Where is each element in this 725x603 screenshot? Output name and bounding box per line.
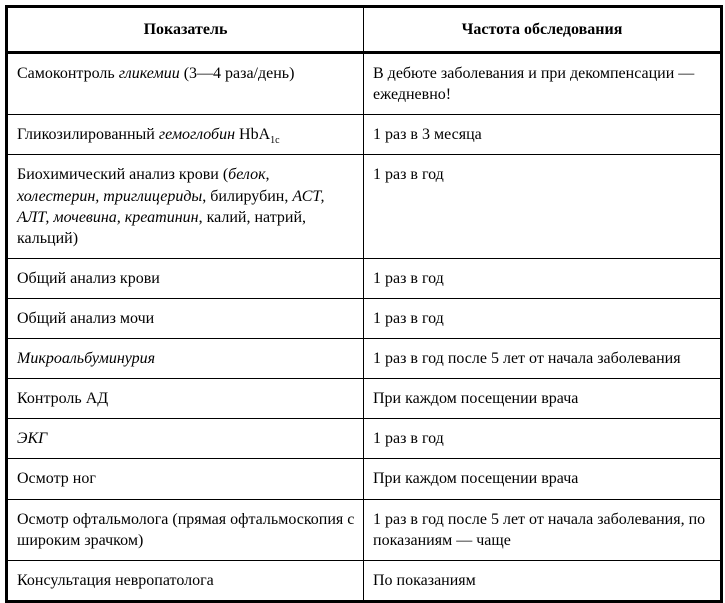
frequency-cell (364, 379, 722, 419)
column-header-indicator: Показатель (7, 7, 364, 53)
indicator-cell (7, 339, 364, 379)
table-row (7, 339, 722, 379)
text-segment: (3—4 раза/день) (179, 65, 295, 83)
text-segment: , калий, натрий, кальций) (17, 208, 307, 247)
text-segment: Биохимический анализ крови ( (17, 166, 229, 184)
italic-text-segment: белок, холестерин, триглицериды (17, 166, 270, 205)
frequency-cell (364, 459, 722, 499)
frequency-cell (364, 339, 722, 379)
indicator-cell (7, 258, 364, 298)
indicator-cell (7, 115, 364, 155)
italic-text-segment: Микроальбуминурия (17, 350, 156, 368)
table-row (7, 379, 722, 419)
column-header-frequency: Частота обследования (364, 7, 722, 53)
text-segment: 1 раз в год после 5 лет от начала заболевания (373, 350, 681, 368)
indicator-cell (7, 298, 364, 338)
text-segment: 1 раз в год (373, 430, 444, 448)
frequency-cell (364, 53, 722, 115)
table-row (7, 419, 722, 459)
text-segment: Консультация невропатолога (17, 571, 214, 589)
text-segment: Самоконтроль (17, 65, 119, 83)
indicator-cell (7, 155, 364, 258)
table-header (7, 7, 722, 53)
frequency-cell (364, 419, 722, 459)
examination-schedule-table (5, 5, 723, 603)
indicator-cell (7, 459, 364, 499)
table-row (7, 298, 722, 338)
text-segment: По показаниям (373, 571, 476, 589)
text-segment: HbA (235, 126, 271, 144)
frequency-cell (364, 499, 722, 560)
italic-text-segment: гликемии (118, 65, 180, 83)
frequency-cell (364, 258, 722, 298)
text-segment: 1 раз в год после 5 лет от начала заболевания, по показаниям — чаще (373, 510, 706, 549)
table-body (7, 53, 722, 602)
text-segment: 1 раз в год (373, 166, 444, 184)
text-segment: Контроль АД (17, 390, 109, 408)
text-segment: Гликозилированный (17, 126, 159, 144)
text-segment: , билирубин, (202, 187, 293, 205)
table-row (7, 115, 722, 155)
indicator-cell (7, 499, 364, 560)
frequency-cell (364, 115, 722, 155)
table-row (7, 560, 722, 601)
italic-text-segment: гемоглобин (158, 126, 236, 144)
table-row (7, 53, 722, 115)
text-segment: При каждом посещении врача (373, 390, 579, 408)
frequency-cell (364, 155, 722, 258)
text-segment: Общий анализ мочи (17, 309, 155, 327)
table-row (7, 258, 722, 298)
frequency-cell (364, 298, 722, 338)
indicator-cell (7, 419, 364, 459)
text-segment: 1 раз в 3 месяца (373, 126, 482, 144)
indicator-cell (7, 560, 364, 601)
text-segment: Общий анализ крови (17, 269, 160, 287)
text-segment: Осмотр офтальмолога (прямая офтальмоскопия с широким зрачком) (17, 510, 355, 549)
italic-text-segment: ЭКГ (17, 430, 48, 448)
table-row (7, 499, 722, 560)
text-segment: Осмотр ног (17, 470, 96, 488)
header-row (7, 7, 722, 53)
table-row (7, 459, 722, 499)
frequency-cell (364, 560, 722, 601)
text-segment: При каждом посещении врача (373, 470, 579, 488)
text-segment: В дебюте заболевания и при декомпенсации — ежедневно! (373, 65, 695, 104)
text-segment: 1 раз в год (373, 309, 444, 327)
indicator-cell (7, 379, 364, 419)
table-row (7, 155, 722, 258)
text-segment: 1 раз в год (373, 269, 444, 287)
italic-text-segment: АСТ, АЛТ, мочевина, креатинин (17, 187, 325, 226)
indicator-cell (7, 53, 364, 115)
subscript-text-segment: 1c (270, 135, 280, 147)
